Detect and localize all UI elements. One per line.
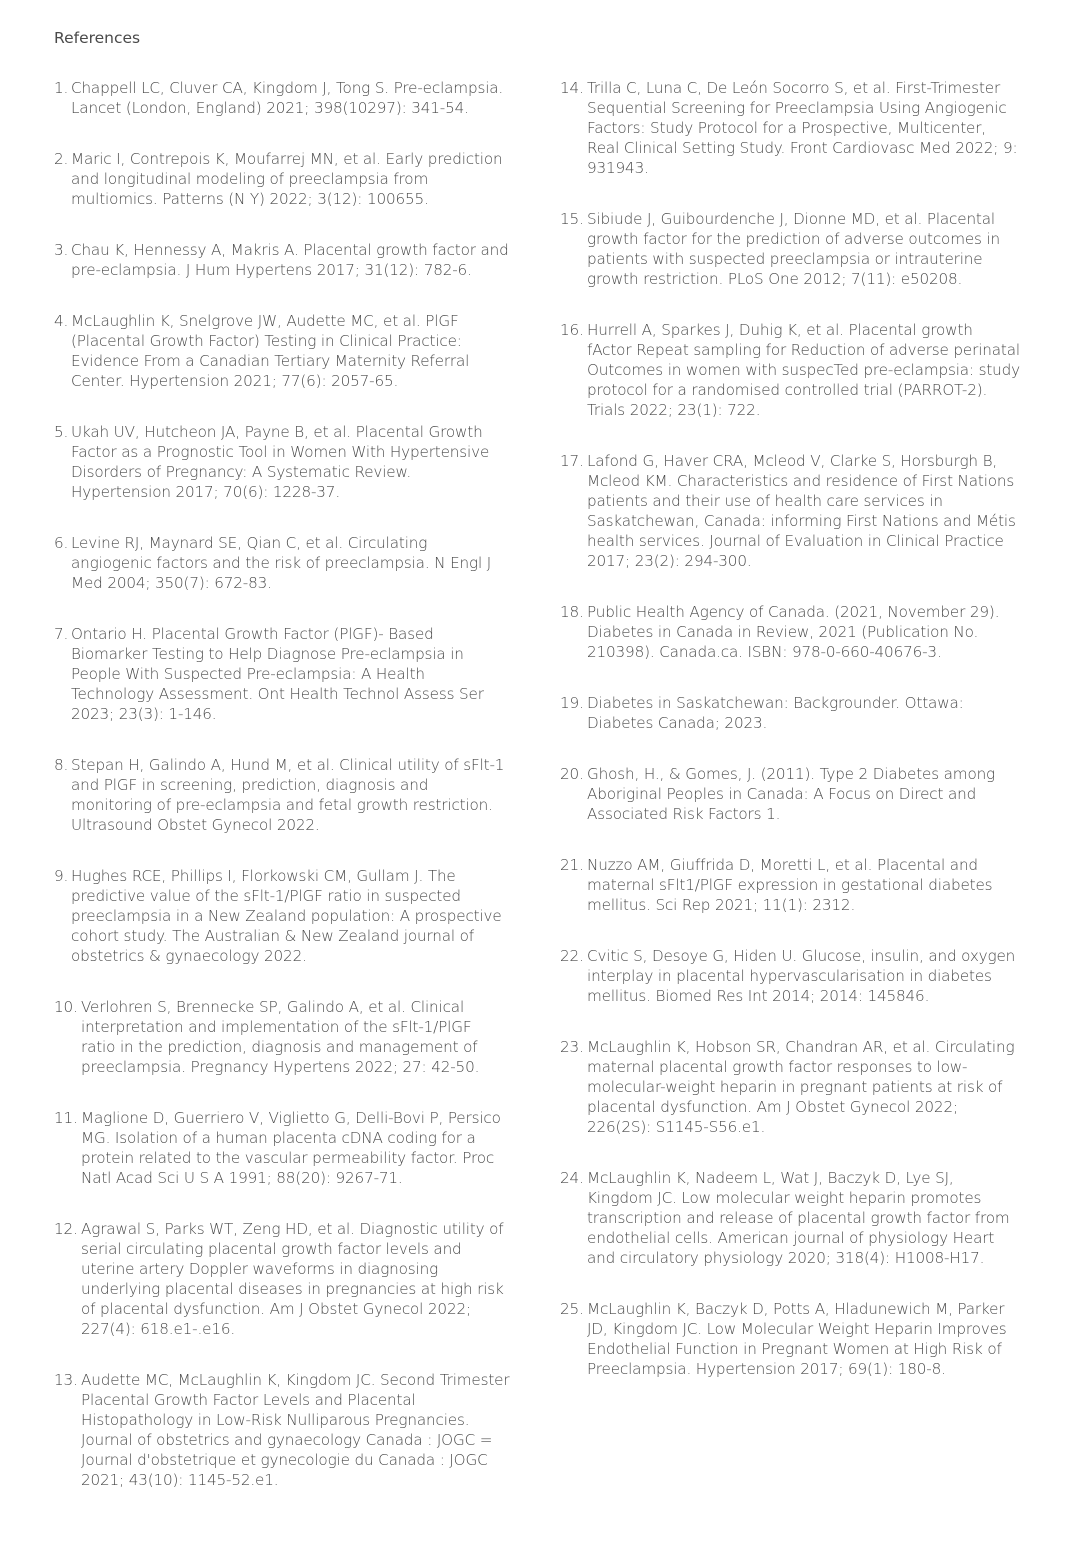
references-right-column	[560, 78, 1020, 1379]
reference-list-right	[560, 78, 1020, 1379]
reference-item	[560, 1037, 1020, 1137]
reference-number: 7.	[54, 625, 69, 643]
reference-text: Public Health Agency of Canada. (2021, November 29). Diabetes in Canada in Review, 2021 (Publication No. 210398). Canada.ca. ISBN: 978-0-660-40676-3.	[587, 603, 1000, 661]
reference-text: McLaughlin K, Baczyk D, Potts A, Hladunewich M, Parker JD, Kingdom JC. Low Molecular Weight Heparin Improves Endothelial Function in Pregnant Women at High Risk of Preeclampsia. Hypertension 2017; 69(1): 180-8.	[587, 1300, 1007, 1378]
reference-text: Sibiude J, Guibourdenche J, Dionne MD, et al. Placental growth factor for the prediction of adverse outcomes in patients with suspected preeclampsia or intrauterine growth restriction. PLoS One 2012; 7(11): e50208.	[587, 210, 1001, 288]
reference-text: Verlohren S, Brennecke SP, Galindo A, et al. Clinical interpretation and implementation of the sFlt-1/PlGF ratio in the prediction, diagnosis and management of preeclampsia. Pregnancy Hypertens 2022; 27: 42-50.	[81, 998, 480, 1076]
reference-item	[54, 311, 510, 391]
reference-text: McLaughlin K, Hobson SR, Chandran AR, et al. Circulating maternal placental growth factor responses to low-molecular-weight heparin in pregnant patients at risk of placental dysfunction. Am J Obstet Gynecol 2022; 226(2S): S1145-S56.e1.	[587, 1038, 1015, 1136]
reference-text: Ghosh, H., & Gomes, J. (2011). Type 2 Diabetes among Aboriginal Peoples in Canada: A Focus on Direct and Associated Risk Factors 1.	[587, 765, 996, 823]
page-header: References	[54, 29, 141, 47]
reference-item	[54, 533, 510, 593]
reference-number: 24.	[560, 1169, 584, 1187]
reference-text: Lafond G, Haver CRA, Mcleod V, Clarke S, Horsburgh B, Mcleod KM. Characteristics and residence of First Nations patients and their use of health care services in Saskatchewan, Canada: informing First Nations and Métis health services. Journal of Evaluation in Clinical Practice 2017; 23(2): 294-300.	[587, 452, 1016, 570]
reference-number: 1.	[54, 79, 69, 97]
reference-number: 5.	[54, 423, 69, 441]
reference-number: 15.	[560, 210, 584, 228]
reference-item	[560, 855, 1020, 915]
reference-number: 22.	[560, 947, 584, 965]
reference-item	[54, 1108, 510, 1188]
reference-number: 23.	[560, 1038, 584, 1056]
reference-number: 9.	[54, 867, 69, 885]
reference-list-left	[54, 78, 510, 1490]
reference-number: 17.	[560, 452, 584, 470]
reference-text: Audette MC, McLaughlin K, Kingdom JC. Second Trimester Placental Growth Factor Levels and Placental Histopathology in Low-Risk Nulliparous Pregnancies. Journal of obstetrics and gynaecology Canada : JOGC = Journal d'obstetrique et gynecologie du Canada : JOGC 2021; 43(10): 1145-52.e1.	[81, 1371, 510, 1489]
reference-text: Chappell LC, Cluver CA, Kingdom J, Tong S. Pre-eclampsia. Lancet (London, England) 2021; 398(10297): 341-54.	[71, 79, 504, 117]
reference-item	[54, 1370, 510, 1490]
reference-item	[54, 755, 510, 835]
reference-item	[560, 78, 1020, 178]
reference-item	[560, 764, 1020, 824]
reference-text: Stepan H, Galindo A, Hund M, et al. Clinical utility of sFlt-1 and PlGF in screening, prediction, diagnosis and monitoring of pre-eclampsia and fetal growth restriction. Ultrasound Obstet Gynecol 2022.	[71, 756, 505, 834]
reference-item	[560, 602, 1020, 662]
references-left-column	[54, 78, 510, 1490]
reference-number: 3.	[54, 241, 69, 259]
reference-number: 6.	[54, 534, 69, 552]
reference-text: Levine RJ, Maynard SE, Qian C, et al. Circulating angiogenic factors and the risk of preeclampsia. N Engl J Med 2004; 350(7): 672-83.	[71, 534, 492, 592]
reference-text: Diabetes in Saskatchewan: Backgrounder. Ottawa: Diabetes Canada; 2023.	[587, 694, 964, 732]
reference-number: 21.	[560, 856, 584, 874]
reference-number: 2.	[54, 150, 69, 168]
reference-text: Trilla C, Luna C, De León Socorro S, et al. First-Trimester Sequential Screening for Preeclampsia Using Angiogenic Factors: Study Protocol for a Prospective, Multicenter, Real Clinical Setting Study. Front Cardiovasc Med 2022; 9: 931943.	[587, 79, 1018, 177]
reference-item	[54, 624, 510, 724]
reference-text: McLaughlin K, Nadeem L, Wat J, Baczyk D, Lye SJ, Kingdom JC. Low molecular weight heparin promotes transcription and release of placental growth factor from endothelial cells. American journal of physiology Heart and circulatory physiology 2020; 318(4): H1008-H17.	[587, 1169, 1010, 1267]
reference-number: 19.	[560, 694, 584, 712]
reference-number: 25.	[560, 1300, 584, 1318]
reference-item	[560, 1299, 1020, 1379]
reference-number: 8.	[54, 756, 69, 774]
reference-text: Hurrell A, Sparkes J, Duhig K, et al. Placental growth fActor Repeat sampling for Reduction of adverse perinatal Outcomes in women with suspecTed pre-eclampsia: study protocol for a randomised controlled trial (PARROT-2). Trials 2022; 23(1): 722.	[587, 321, 1020, 419]
reference-item	[54, 422, 510, 502]
reference-number: 12.	[54, 1220, 78, 1238]
reference-number: 18.	[560, 603, 584, 621]
reference-item	[560, 693, 1020, 733]
reference-number: 16.	[560, 321, 584, 339]
reference-item	[54, 997, 510, 1077]
reference-number: 11.	[54, 1109, 78, 1127]
reference-text: Maglione D, Guerriero V, Viglietto G, Delli-Bovi P, Persico MG. Isolation of a human placenta cDNA coding for a protein related to the vascular permeability factor. Proc Natl Acad Sci U S A 1991; 88(20): 9267-71.	[81, 1109, 501, 1187]
reference-item	[54, 866, 510, 966]
reference-item	[560, 946, 1020, 1006]
reference-text: Cvitic S, Desoye G, Hiden U. Glucose, insulin, and oxygen interplay in placental hypervascularisation in diabetes mellitus. Biomed Res Int 2014; 2014: 145846.	[587, 947, 1016, 1005]
reference-item	[54, 78, 510, 118]
reference-text: Agrawal S, Parks WT, Zeng HD, et al. Diagnostic utility of serial circulating placental growth factor levels and uterine artery Doppler waveforms in diagnosing underlying placental diseases in pregnancies at high risk of placental dysfunction. Am J Obstet Gynecol 2022; 227(4): 618.e1-.e16.	[81, 1220, 504, 1338]
reference-number: 14.	[560, 79, 584, 97]
reference-item	[560, 320, 1020, 420]
reference-number: 4.	[54, 312, 69, 330]
reference-text: Nuzzo AM, Giuffrida D, Moretti L, et al. Placental and maternal sFlt1/PlGF expression in gestational diabetes mellitus. Sci Rep 2021; 11(1): 2312.	[587, 856, 993, 914]
reference-item	[560, 209, 1020, 289]
reference-text: Ukah UV, Hutcheon JA, Payne B, et al. Placental Growth Factor as a Prognostic Tool in Women With Hypertensive Disorders of Pregnancy: A Systematic Review. Hypertension 2017; 70(6): 1228-37.	[71, 423, 490, 501]
reference-item	[560, 1168, 1020, 1268]
reference-item	[560, 451, 1020, 571]
reference-number: 13.	[54, 1371, 78, 1389]
reference-text: Chau K, Hennessy A, Makris A. Placental growth factor and pre-eclampsia. J Hum Hypertens 2017; 31(12): 782-6.	[71, 241, 509, 279]
reference-number: 20.	[560, 765, 584, 783]
reference-item	[54, 240, 510, 280]
reference-number: 10.	[54, 998, 78, 1016]
reference-text: McLaughlin K, Snelgrove JW, Audette MC, et al. PlGF (Placental Growth Factor) Testing in Clinical Practice: Evidence From a Canadian Tertiary Maternity Referral Center. Hypertension 2021; 77(6): 2057-65.	[71, 312, 470, 390]
reference-text: Hughes RCE, Phillips I, Florkowski CM, Gullam J. The predictive value of the sFlt-1/PlGF ratio in suspected preeclampsia in a New Zealand population: A prospective cohort study. The Australian & New Zealand journal of obstetrics & gynaecology 2022.	[71, 867, 502, 965]
reference-text: Ontario H. Placental Growth Factor (PlGF)- Based Biomarker Testing to Help Diagnose Pre-eclampsia in People With Suspected Pre-eclampsia: A Health Technology Assessment. Ont Health Technol Assess Ser 2023; 23(3): 1-146.	[71, 625, 484, 723]
reference-item	[54, 1219, 510, 1339]
reference-item	[54, 149, 510, 209]
reference-text: Maric I, Contrepois K, Moufarrej MN, et al. Early prediction and longitudinal modeling of preeclampsia from multiomics. Patterns (N Y) 2022; 3(12): 100655.	[71, 150, 503, 208]
